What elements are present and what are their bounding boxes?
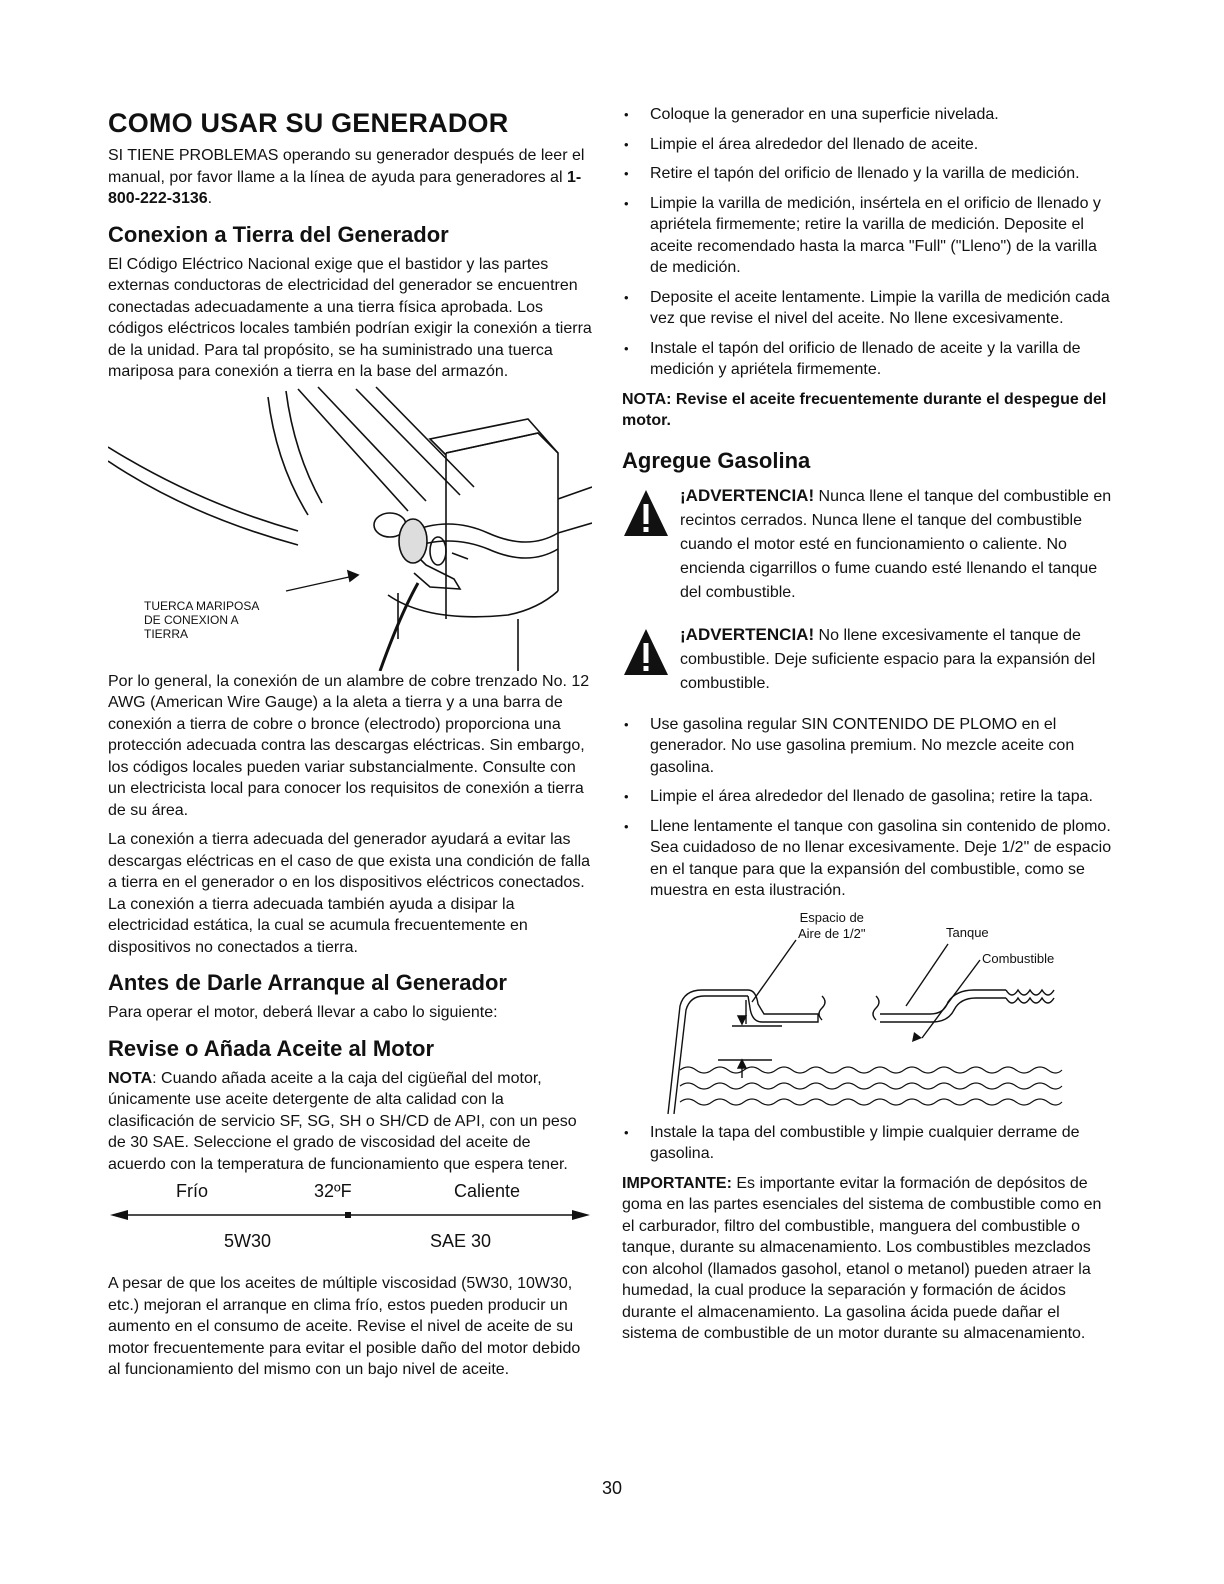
temperature-arrow <box>108 1205 592 1225</box>
intro-paragraph: SI TIENE PROBLEMAS operando su generador después de leer el manual, por favor llame a la línea de ayuda para generadores al 1-800-222-3136. <box>108 147 585 207</box>
warning-2-text: No llene excesivamente el tanque de combustible. Deje suficiente espacio para la expansión del combustible. <box>680 626 1096 692</box>
oil-note: NOTA: Revise el aceite frecuentemente durante el despegue del motor. <box>622 390 1107 429</box>
list-item: • Retire el tapón del orificio de llenado y la varilla de medición. <box>622 163 1112 185</box>
list-item: • Llene lentamente el tanque con gasolina sin contenido de plomo. Sea cuidadoso de no llenar excesivamente. Deje 1/2" de espacio en el tanque para que la expansión del combustible, como se muestra en esta ilustración. <box>622 816 1112 902</box>
final-step-list <box>622 1122 1112 1165</box>
grounding-heading: Conexion a Tierra del Generador <box>108 221 449 247</box>
temperature-label: 32ºF <box>314 1181 352 1201</box>
hot-label: Caliente <box>454 1181 521 1201</box>
page-number: 30 <box>601 1478 623 1498</box>
viscosity-chart <box>108 1177 592 1263</box>
list-item: • Instale la tapa del combustible y limpie cualquier derrame de gasolina. <box>622 1122 1112 1165</box>
air-space-label: Espacio de Aire de 1/2" <box>798 909 866 941</box>
figure-label: TUERCA MARIPOSA DE CONEXION A TIERRA <box>144 598 260 641</box>
wire-paragraph: Por lo general, la conexión de un alambre de cobre trenzado No. 12 AWG (American Wire Gauge) a la aleta a tierra y a una barra de conexión a tierra de cobre o bronce (electrodo) proporciona una protección adecuada contra las descargas eléctricas. Sin embargo, los códigos locales pueden variar substancialmente. Consulte con un electricista local para conocer los requisitos de conexión a tierra de su área. <box>108 672 590 819</box>
oil-steps-list <box>622 104 1112 381</box>
right-column <box>622 104 1112 1345</box>
important-label: IMPORTANTE: <box>622 1174 732 1192</box>
list-item: • Deposite el aceite lentamente. Limpie la varilla de medición cada vez que revise el nivel del aceite. No llene excesivamente. <box>622 287 1112 330</box>
helpline-phone: 1-800-222-3136 <box>108 168 582 207</box>
fuel-tank-illustration <box>622 910 1112 1114</box>
grounding-figure <box>108 383 592 671</box>
oil-paragraph: NOTA: Cuando añada aceite a la caja del cigüeñal del motor, únicamente use aceite detergente de alta calidad con la clasificación de servicio SF, SG, SH o SH/CD de API, con un peso de 30 SAE. Seleccione el grado de viscosidad del aceite de acuerdo con la temperatura de funcionamiento que espera tener. <box>108 1069 577 1173</box>
list-item: • Limpie el área alrededor del llenado de gasolina; retire la tapa. <box>622 786 1112 808</box>
tank-label: Tanque <box>946 924 989 940</box>
left-column <box>108 96 592 1381</box>
warning-triangle-icon <box>622 627 670 677</box>
fuel-label: Combustible <box>982 950 1055 966</box>
list-item: • Limpie la varilla de medición, insértela en el orificio de llenado y apriétela firmemente; retire la varilla de medición. Deposite el aceite recomendado hasta la marca "Full" ("Lleno") de la varilla de medición. <box>622 193 1112 279</box>
warning-triangle-icon <box>622 488 670 538</box>
warning-1-label: ¡ADVERTENCIA! <box>680 485 815 505</box>
before-start-heading: Antes de Darle Arranque al Generador <box>108 970 507 995</box>
page-title: COMO USAR SU GENERADOR <box>108 108 509 138</box>
important-paragraph: IMPORTANTE: Es importante evitar la formación de depósitos de goma en las partes esenciales del sistema de combustible como en el carburador, filtro del combustible, manguera del combustible o tanque, durante su almacenamiento. Los combustibles mezclados con alcohol (llamados gasohol, etanol o metanol) pueden atraer la humedad, la cual produce la separación y formación de ácidos durante el almacenamiento. La gasolina ácida puede dañar el sistema de combustible de un motor durante su almacenamiento. <box>622 1174 1102 1342</box>
cold-label: Frío <box>176 1181 209 1201</box>
gasoline-heading: Agregue Gasolina <box>622 447 811 473</box>
warning-2-label: ¡ADVERTENCIA! <box>680 624 815 644</box>
static-paragraph: La conexión a tierra adecuada del generador ayudará a evitar las descargas eléctricas en el caso de que exista una condición de falla a tierra en el generador o en los dispositivos eléctricos conectados. La conexión a tierra adecuada también ayuda a disipar la electricidad estática, la cual se acumula frecuentemente en dispositivos no conectados a tierra. <box>108 831 591 956</box>
tank-figure <box>622 910 1112 1114</box>
list-item: • Coloque la generador en una superficie nivelada. <box>622 104 1112 126</box>
list-item: • Use gasolina regular SIN CONTENIDO DE PLOMO en el generador. No use gasolina premium. No mezcle aceite con gasolina. <box>622 714 1112 779</box>
cold-grade-label: 5W30 <box>224 1231 272 1251</box>
warning-1 <box>622 484 1112 605</box>
warning-2 <box>622 623 1112 696</box>
before-start-paragraph: Para operar el motor, deberá llevar a cabo lo siguiente: <box>108 1004 498 1021</box>
list-item: • Instale el tapón del orificio de llenado de aceite y la varilla de medición y apriétela firmemente. <box>622 338 1112 381</box>
warning-1-text: Nunca llene el tanque del combustible en recintos cerrados. Nunca llene el tanque del combustible cuando el motor esté en funcionamiento o caliente. No encienda cigarrillos o fume cuando esté llenando el tanque del combustible. <box>680 487 1112 601</box>
multi-viscosity-paragraph: A pesar de que los aceites de múltiple viscosidad (5W30, 10W30, etc.) mejoran el arranque en clima frío, estos pueden producir un aumento en el consumo de aceite. Revise el nivel de aceite de su motor frecuentemente para evitar el posible daño del motor debido al funcionamiento del mismo con un bajo nivel de aceite. <box>108 1275 581 1378</box>
oil-heading: Revise o Añada Aceite al Motor <box>108 1035 435 1061</box>
hot-grade-label: SAE 30 <box>430 1231 492 1251</box>
grounding-paragraph: El Código Eléctrico Nacional exige que el bastidor y las partes externas conductoras de electricidad del generador se encuentren conectadas adecuadamente a una tierra física aprobada. Los códigos eléctricos locales también podrían exigir la conexión a tierra de la unidad. Para tal propósito, se ha suministrado una tuerca mariposa para conexión a tierra en la base del armazón. <box>108 255 592 380</box>
list-item: • Limpie el área alrededor del llenado de aceite. <box>622 134 1112 156</box>
gas-steps-list <box>622 714 1112 902</box>
